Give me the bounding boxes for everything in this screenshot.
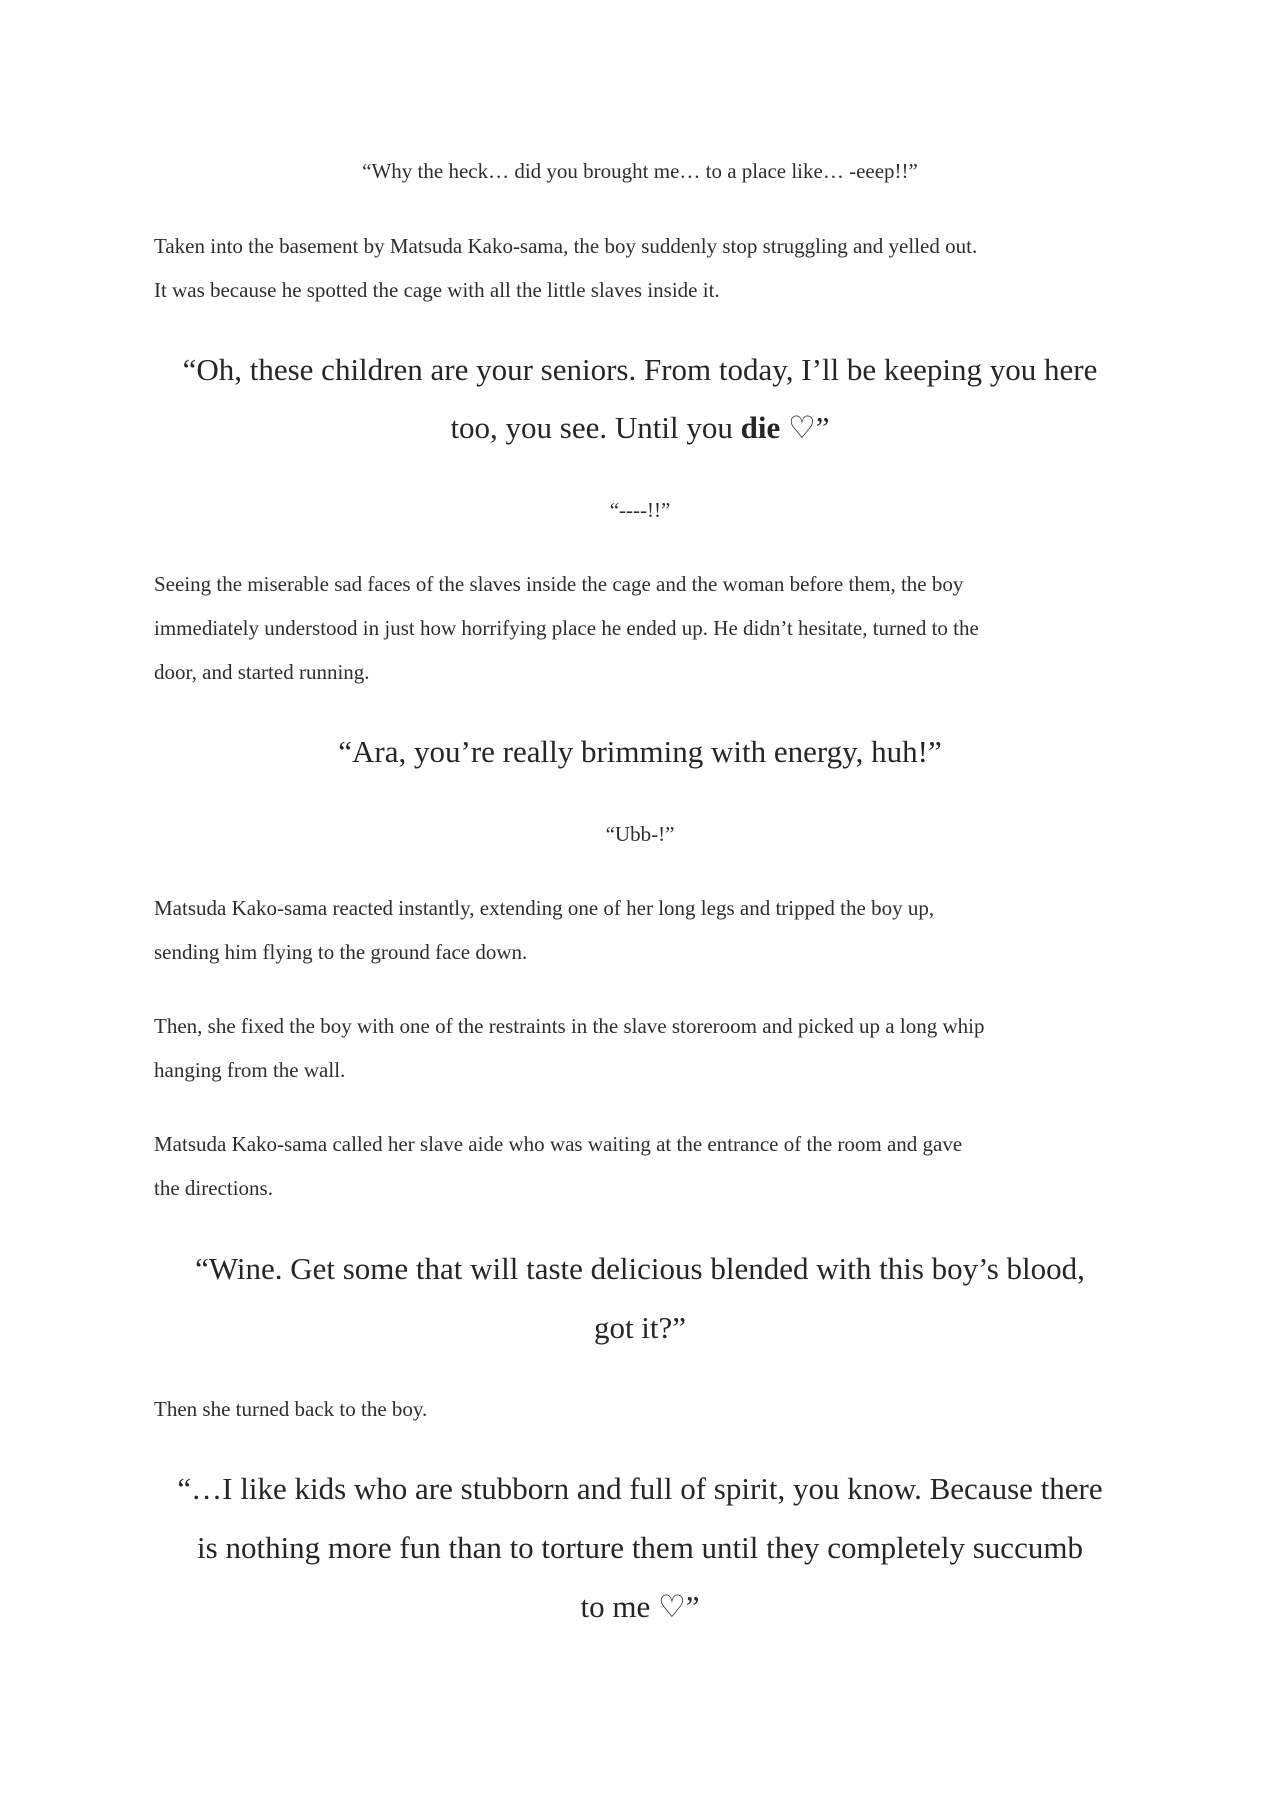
dialogue-line-large: “Ara, you’re really brimming with energy, huh!” — [338, 734, 942, 769]
dialogue-line: “Why the heck… did you brought me… to a place like… -eeep!!” — [362, 159, 918, 183]
narration-line: Seeing the miserable sad faces of the slaves inside the cage and the woman before them, the boy — [154, 572, 964, 596]
dialogue-line-large: “Wine. Get some that will taste delicious blended with this boy’s blood, — [195, 1251, 1085, 1286]
narration-line: Matsuda Kako-sama called her slave aide who was waiting at the entrance of the room and gave — [154, 1132, 963, 1156]
narration-line: the directions. — [154, 1176, 273, 1200]
dialogue-line-large: is nothing more fun than to torture them until they completely succumb — [197, 1530, 1083, 1565]
narration-line: immediately understood in just how horrifying place he ended up. He didn’t hesitate, turned to the — [154, 616, 979, 640]
narration-line: sending him flying to the ground face down. — [154, 940, 528, 964]
dialogue-line-large: to me ♡” — [580, 1589, 700, 1624]
dialogue-text: too, you see. Until you — [450, 410, 741, 445]
dialogue-line-large: “Oh, these children are your seniors. From today, I’ll be keeping you here — [182, 352, 1098, 387]
narration-line: Matsuda Kako-sama reacted instantly, extending one of her long legs and tripped the boy up, — [154, 896, 935, 920]
emphasis-text: die — [740, 410, 781, 445]
narration-line: Then, she fixed the boy with one of the restraints in the slave storeroom and picked up a long whip — [154, 1014, 985, 1038]
dialogue-text: ♡” — [780, 410, 830, 445]
dialogue-line: “Ubb-!” — [605, 822, 675, 846]
narration-line: hanging from the wall. — [154, 1058, 346, 1082]
narration-line: Then she turned back to the boy. — [154, 1397, 428, 1421]
narration-line: It was because he spotted the cage with all the little slaves inside it. — [154, 278, 720, 302]
dialogue-line-large: “…I like kids who are stubborn and full of spirit, you know. Because there — [177, 1471, 1103, 1506]
narration-line: Taken into the basement by Matsuda Kako-sama, the boy suddenly stop struggling and yelled out. — [154, 234, 978, 258]
dialogue-line-large — [0, 409, 1280, 447]
dialogue-line-large: got it?” — [593, 1310, 687, 1345]
dialogue-line: “----!!” — [609, 498, 671, 522]
narration-line: door, and started running. — [154, 660, 370, 684]
